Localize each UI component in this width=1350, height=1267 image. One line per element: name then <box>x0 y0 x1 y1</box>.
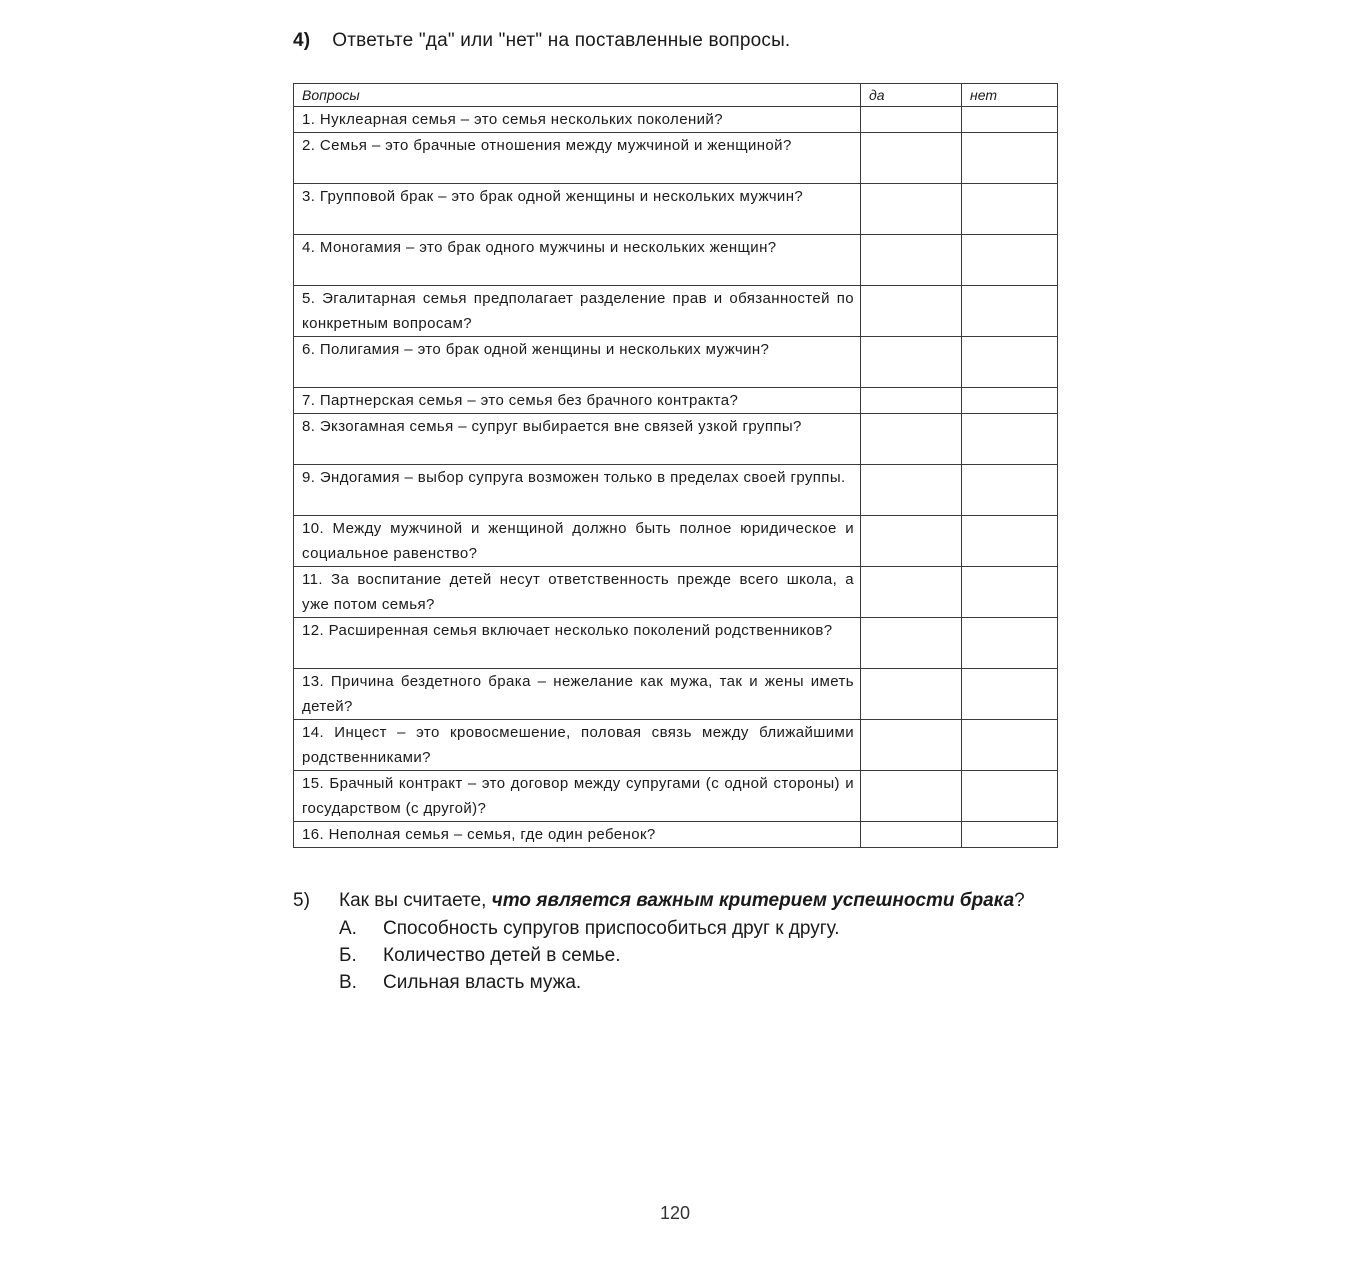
yes-answer-cell[interactable] <box>861 567 962 618</box>
table-row <box>294 235 1058 286</box>
yes-answer-cell[interactable] <box>861 133 962 184</box>
table-row <box>294 516 1058 567</box>
table-row <box>294 184 1058 235</box>
question-text: 10. Между мужчиной и женщиной должно быть полное юридическое и социальное равенство? <box>294 516 861 567</box>
question-5-text <box>339 888 1063 913</box>
table-row <box>294 720 1058 771</box>
question-text: 12. Расширенная семья включает несколько поколений родственников? <box>294 618 861 669</box>
question-text: 6. Полигамия – это брак одной женщины и нескольких мужчин? <box>294 337 861 388</box>
no-answer-cell[interactable] <box>962 516 1058 567</box>
table-row <box>294 669 1058 720</box>
yes-no-table <box>293 83 1058 848</box>
yes-answer-cell[interactable] <box>861 337 962 388</box>
no-answer-cell[interactable] <box>962 465 1058 516</box>
no-answer-cell[interactable] <box>962 133 1058 184</box>
table-row <box>294 618 1058 669</box>
header-questions: Вопросы <box>294 84 861 107</box>
answer-option[interactable] <box>339 915 1063 942</box>
question-text: 11. За воспитание детей несут ответственность прежде всего школа, а уже потом семья? <box>294 567 861 618</box>
question-text: 13. Причина бездетного брака – нежелание как мужа, так и жены иметь детей? <box>294 669 861 720</box>
no-answer-cell[interactable] <box>962 771 1058 822</box>
answer-option[interactable] <box>339 942 1063 969</box>
table-row <box>294 567 1058 618</box>
yes-answer-cell[interactable] <box>861 107 962 133</box>
option-text: Сильная власть мужа. <box>383 972 582 993</box>
question-text: 7. Партнерская семья – это семья без брачного контракта? <box>294 388 861 414</box>
option-text: Количество детей в семье. <box>383 945 621 966</box>
yes-answer-cell[interactable] <box>861 414 962 465</box>
table-row <box>294 771 1058 822</box>
no-answer-cell[interactable] <box>962 235 1058 286</box>
table-row <box>294 822 1058 848</box>
option-letter: В. <box>339 972 357 993</box>
yes-answer-cell[interactable] <box>861 822 962 848</box>
no-answer-cell[interactable] <box>962 337 1058 388</box>
question-text: 1. Нуклеарная семья – это семья нескольких поколений? <box>294 107 861 133</box>
question-4-number: 4) <box>293 30 311 51</box>
yes-answer-cell[interactable] <box>861 669 962 720</box>
table-row <box>294 107 1058 133</box>
page-number: 120 <box>659 1203 691 1223</box>
table-row <box>294 133 1058 184</box>
table-row <box>294 337 1058 388</box>
question-4-heading <box>293 30 790 52</box>
no-answer-cell[interactable] <box>962 107 1058 133</box>
answer-option[interactable] <box>339 969 1063 996</box>
table-row <box>294 465 1058 516</box>
yes-answer-cell[interactable] <box>861 235 962 286</box>
yes-answer-cell[interactable] <box>861 465 962 516</box>
question-5 <box>293 888 1063 996</box>
table-header-row <box>294 84 1058 107</box>
no-answer-cell[interactable] <box>962 567 1058 618</box>
yes-answer-cell[interactable] <box>861 771 962 822</box>
yes-answer-cell[interactable] <box>861 388 962 414</box>
question-text: 3. Групповой брак – это брак одной женщины и нескольких мужчин? <box>294 184 861 235</box>
question-text: 15. Брачный контракт – это договор между супругами (с одной стороны) и государством (с другой)? <box>294 771 861 822</box>
no-answer-cell[interactable] <box>962 618 1058 669</box>
table-row <box>294 414 1058 465</box>
question-5-suffix: ? <box>1014 890 1025 911</box>
question-text: 16. Неполная семья – семья, где один ребенок? <box>294 822 861 848</box>
question-text: 14. Инцест – это кровосмешение, половая связь между ближайшими родственниками? <box>294 720 861 771</box>
header-yes: да <box>861 84 962 107</box>
question-text: 5. Эгалитарная семья предполагает разделение прав и обязанностей по конкретным вопросам? <box>294 286 861 337</box>
option-letter: А. <box>339 918 357 939</box>
question-5-options <box>339 915 1063 996</box>
no-answer-cell[interactable] <box>962 184 1058 235</box>
question-text: 4. Моногамия – это брак одного мужчины и нескольких женщин? <box>294 235 861 286</box>
table-row <box>294 388 1058 414</box>
no-answer-cell[interactable] <box>962 822 1058 848</box>
yes-answer-cell[interactable] <box>861 184 962 235</box>
yes-answer-cell[interactable] <box>861 516 962 567</box>
option-text: Способность супругов приспособиться друг к другу. <box>383 918 840 939</box>
question-4-instruction: Ответьте "да" или "нет" на поставленные вопросы. <box>332 30 791 51</box>
option-letter: Б. <box>339 945 357 966</box>
question-5-number: 5) <box>293 890 310 911</box>
no-answer-cell[interactable] <box>962 388 1058 414</box>
header-no: нет <box>962 84 1058 107</box>
question-text: 2. Семья – это брачные отношения между мужчиной и женщиной? <box>294 133 861 184</box>
no-answer-cell[interactable] <box>962 414 1058 465</box>
yes-answer-cell[interactable] <box>861 720 962 771</box>
yes-answer-cell[interactable] <box>861 286 962 337</box>
question-5-prefix: Как вы считаете, <box>339 890 492 911</box>
question-text: 9. Эндогамия – выбор супруга возможен только в пределах своей группы. <box>294 465 861 516</box>
table-row <box>294 286 1058 337</box>
no-answer-cell[interactable] <box>962 669 1058 720</box>
question-5-emphasis: что является важным критерием успешности брака <box>491 890 1015 911</box>
no-answer-cell[interactable] <box>962 286 1058 337</box>
yes-answer-cell[interactable] <box>861 618 962 669</box>
question-text: 8. Экзогамная семья – супруг выбирается вне связей узкой группы? <box>294 414 861 465</box>
no-answer-cell[interactable] <box>962 720 1058 771</box>
